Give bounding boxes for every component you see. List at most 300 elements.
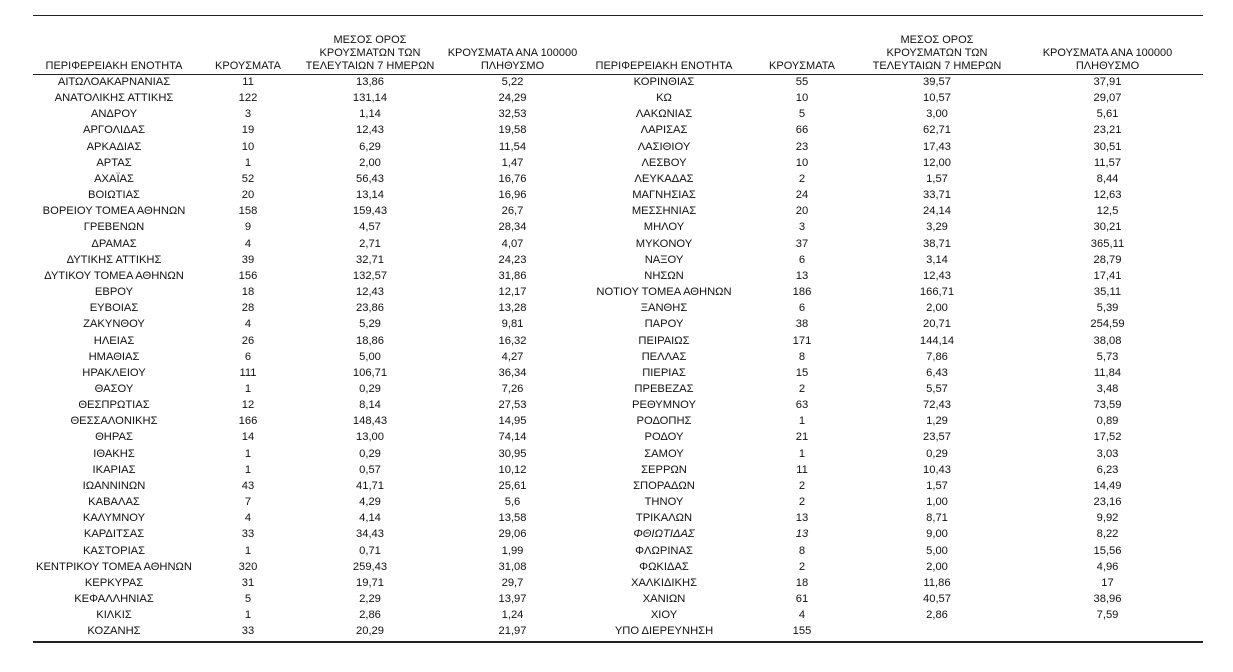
right-per-100k-cell: 5,61 [1096,108,1119,121]
left-region-name-cell: ΒΟΡΕΙΟΥ ΤΟΜΕΑ ΑΘΗΝΩΝ [42,205,186,218]
right-region-name-cell: ΧΑΝΙΩΝ [642,593,686,605]
left-cases-cell: 19 [241,124,255,137]
left-per-100k-cell: 5,22 [501,76,524,88]
right-region-name-cell: ΦΩΚΙΔΑΣ [639,560,689,573]
right-per-100k-cell: 5,73 [1096,350,1119,363]
left-cases-cell: 5 [244,593,252,605]
right-per-100k-cell: 7,59 [1096,609,1119,622]
left-region-name-cell: ΘΑΣΟΥ [94,382,134,395]
left-per-100k-cell: 19,58 [498,124,527,137]
right-region-name-cell: ΝΑΞΟΥ [644,253,684,266]
header-region-right: ΠΕΡΙΦΕΡΕΙΑΚΗ ΕΝΟΤΗΤΑ [595,60,733,72]
table-row [33,381,1203,397]
left-cases-cell: 1 [244,463,252,476]
left-avg-7-days-cell: 12,43 [356,286,384,299]
right-avg-7-days-cell: 38,71 [923,237,951,250]
left-cases-cell: 43 [241,479,255,492]
right-region-name-cell: ΚΟΡΙΝΘΙΑΣ [633,76,695,88]
left-cases-cell: 33 [241,625,255,638]
right-region-name-cell: ΛΑΣΙΘΙΟΥ [637,140,691,153]
right-region-name-cell: ΛΕΥΚΑΔΑΣ [634,172,694,185]
right-per-100k-cell: 0,89 [1096,415,1119,428]
right-avg-7-days-cell: 40,57 [923,593,951,605]
right-region-name-cell: ΠΑΡΟΥ [644,318,684,331]
left-avg-7-days-cell: 5,00 [359,350,381,363]
right-cases-cell: 2 [798,479,806,492]
right-avg-7-days-cell: 1,29 [926,415,948,428]
right-region-name-cell: ΣΠΟΡΑΔΩΝ [633,479,695,492]
left-cases-cell: 52 [241,172,255,185]
right-region-name-cell: ΧΑΛΚΙΔΙΚΗΣ [630,576,697,589]
left-per-100k-cell: 16,96 [498,189,527,202]
table-row [33,139,1203,155]
right-cases-cell: 8 [798,350,806,363]
table-row [33,413,1203,429]
left-avg-7-days-cell: 32,71 [356,253,384,266]
right-avg-7-days-cell: 7,86 [926,350,948,363]
left-cases-cell: 28 [241,302,255,315]
right-cases-cell: 3 [798,221,806,234]
right-avg-7-days-cell: 9,00 [926,528,948,541]
table-row [33,494,1203,510]
right-avg-7-days-cell: 12,43 [923,269,951,282]
right-avg-7-days-cell: 0,29 [926,447,948,460]
right-cases-cell: 13 [795,512,809,525]
right-per-100k-cell: 38,96 [1093,593,1122,605]
left-per-100k-cell: 10,12 [498,463,527,476]
right-region-name-cell: ΛΑΡΙΣΑΣ [640,124,688,137]
left-region-name-cell: ΚΙΛΚΙΣ [96,609,132,622]
left-avg-7-days-cell: 12,43 [356,124,384,137]
right-cases-cell: 2 [798,172,806,185]
right-avg-7-days-cell: 39,57 [923,76,951,88]
right-avg-7-days-cell [862,623,1012,639]
right-region-name-cell: ΠΕΙΡΑΙΩΣ [638,334,690,347]
right-cases-cell: 171 [792,334,812,347]
left-avg-7-days-cell: 5,29 [359,318,381,331]
header-cases-right: ΚΡΟΥΣΜΑΤΑ [769,60,835,72]
bottom-rule [33,641,1203,643]
right-avg-7-days-cell: 62,71 [923,124,951,137]
left-per-100k-cell: 7,26 [501,382,524,395]
right-region-name-cell: ΝΗΣΩΝ [644,269,684,282]
left-region-name-cell: ΔΥΤΙΚΟΥ ΤΟΜΕΑ ΑΘΗΝΩΝ [44,269,184,282]
right-cases-cell: 63 [795,399,809,412]
left-cases-cell: 1 [244,156,252,169]
left-region-name-cell: ΚΑΒΑΛΑΣ [88,496,140,509]
left-region-name-cell: ΘΗΡΑΣ [95,431,133,444]
left-avg-7-days-cell: 4,14 [359,512,381,525]
table-row [33,543,1203,559]
right-region-name-cell: ΞΑΝΘΗΣ [640,302,688,315]
right-cases-cell: 13 [795,269,809,282]
left-per-100k-cell: 24,23 [498,253,527,266]
left-region-name-cell: ΓΡΕΒΕΝΩΝ [83,221,145,234]
left-region-name-cell: ΑΝΑΤΟΛΙΚΗΣ ΑΤΤΙΚΗΣ [54,92,174,105]
right-region-name-cell: ΡΕΘΥΜΝΟΥ [632,399,696,412]
right-per-100k-cell: 15,56 [1093,544,1122,557]
left-avg-7-days-cell: 4,57 [359,221,381,234]
left-avg-7-days-cell: 0,29 [359,382,381,395]
right-per-100k-cell: 29,07 [1093,92,1122,105]
left-region-name-cell: ΑΡΤΑΣ [96,156,132,169]
left-region-name-cell: ΚΑΡΔΙΤΣΑΣ [83,528,145,541]
right-region-name-cell: ΠΡΕΒΕΖΑΣ [634,382,694,395]
table-row [33,559,1203,575]
right-cases-cell: 2 [798,496,806,509]
right-cases-cell: 11 [796,463,808,476]
table-row [33,591,1203,607]
right-region-name-cell: ΦΘΙΩΤΙΔΑΣ [633,528,695,541]
right-avg-7-days-cell: 144,14 [919,334,955,347]
header-region-left: ΠΕΡΙΦΕΡΕΙΑΚΗ ΕΝΟΤΗΤΑ [45,60,183,72]
left-avg-7-days-cell: 41,71 [356,479,384,492]
header-rule [33,74,1203,75]
left-per-100k-cell: 24,29 [498,92,527,105]
left-region-name-cell: ΚΕΡΚΥΡΑΣ [84,576,144,589]
left-avg-7-days-cell: 23,86 [356,302,384,315]
right-avg-7-days-cell: 17,43 [923,140,951,153]
left-region-name-cell: ΗΜΑΘΙΑΣ [88,350,140,363]
right-per-100k-cell: 11,84 [1093,366,1122,379]
left-region-name-cell: ΘΕΣΣΑΛΟΝΙΚΗΣ [70,415,158,428]
left-avg-7-days-cell: 159,43 [352,205,388,218]
right-avg-7-days-cell: 8,71 [926,512,948,525]
right-per-100k-cell: 3,48 [1096,382,1119,395]
right-region-name-cell: ΛΑΚΩΝΙΑΣ [635,108,693,121]
left-cases-cell: 320 [238,560,258,573]
right-avg-7-days-cell: 10,43 [923,463,951,476]
left-per-100k-cell: 16,76 [498,172,527,185]
right-cases-cell: 6 [798,302,806,315]
table-row [33,429,1203,445]
right-cases-cell: 2 [798,560,806,573]
right-cases-cell: 5 [798,108,806,121]
right-region-name-cell: ΠΕΛΛΑΣ [641,350,687,363]
left-region-name-cell: ΑΙΤΩΛΟΑΚΑΡΝΑΝΙΑΣ [57,76,171,88]
left-cases-cell: 4 [244,318,252,331]
left-cases-cell: 156 [238,269,258,282]
left-region-name-cell: ΔΥΤΙΚΗΣ ΑΤΤΙΚΗΣ [66,253,162,266]
left-avg-7-days-cell: 132,57 [352,269,388,282]
left-region-name-cell: ΒΟΙΩΤΙΑΣ [88,189,140,202]
right-per-100k-cell: 254,59 [1090,318,1125,331]
left-cases-cell: 166 [238,415,258,428]
table-row [33,365,1203,381]
left-region-name-cell: ΑΝΔΡΟΥ [90,108,138,121]
right-cases-cell: 8 [798,544,806,557]
left-region-name-cell: ΚΑΛΥΜΝΟΥ [82,512,146,525]
right-region-name-cell: ΣΕΡΡΩΝ [641,463,687,476]
left-cases-cell: 4 [244,237,252,250]
right-region-name-cell: ΧΙΟΥ [650,609,678,622]
left-region-name-cell: ΙΩΑΝΝΙΝΩΝ [82,479,146,492]
left-avg-7-days-cell: 2,00 [359,156,381,169]
right-per-100k-cell: 17,41 [1093,269,1122,282]
left-region-name-cell: ΑΡΓΟΛΙΔΑΣ [82,124,146,137]
left-per-100k-cell: 32,53 [498,108,527,121]
left-avg-7-days-cell: 8,14 [359,399,381,412]
right-cases-cell: 1 [798,447,806,460]
left-avg-7-days-cell: 106,71 [352,366,388,379]
left-per-100k-cell: 4,07 [501,237,524,250]
right-per-100k-cell: 8,44 [1096,172,1119,185]
left-cases-cell: 11 [242,76,254,88]
right-cases-cell: 15 [795,366,809,379]
left-region-name-cell: ΚΕΦΑΛΛΗΝΙΑΣ [74,593,154,605]
right-per-100k-cell: 3,03 [1096,447,1119,460]
left-cases-cell: 26 [241,334,255,347]
left-avg-7-days-cell: 0,29 [359,447,381,460]
right-avg-7-days-cell: 5,57 [926,382,948,395]
left-avg-7-days-cell: 131,14 [352,92,388,105]
header-avg7-right: ΜΕΣΟΣ ΟΡΟΣ ΚΡΟΥΣΜΑΤΩΝ ΤΩΝ ΤΕΛΕΥΤΑΙΩΝ 7 ΗΜΕΡΩΝ [872,34,1002,72]
table-row [33,462,1203,478]
right-per-100k-cell: 5,39 [1096,302,1119,315]
left-cases-cell: 33 [241,528,255,541]
right-cases-cell: 37 [795,237,809,250]
right-per-100k-cell: 17 [1101,576,1114,589]
left-cases-cell: 1 [244,447,252,460]
right-avg-7-days-cell: 1,57 [926,479,948,492]
right-per-100k-cell: 365,11 [1090,237,1125,250]
right-cases-cell: 13 [795,528,809,541]
left-per-100k-cell: 30,95 [498,447,527,460]
header-per100k-left: ΚΡΟΥΣΜΑΤΑ ΑΝΑ 100000 ΠΛΗΘΥΣΜΟ [447,47,578,72]
table-row [33,252,1203,268]
left-avg-7-days-cell: 19,71 [356,576,384,589]
table-row [33,106,1203,122]
left-per-100k-cell: 16,32 [498,334,527,347]
right-per-100k-cell: 38,08 [1093,334,1122,347]
right-cases-cell: 10 [795,156,809,169]
right-avg-7-days-cell: 2,86 [926,609,948,622]
right-avg-7-days-cell: 3,00 [926,108,948,121]
left-avg-7-days-cell: 4,29 [359,496,381,509]
left-region-name-cell: ΚΑΣΤΟΡΙΑΣ [82,544,146,557]
right-region-name-cell: ΥΠΟ ΔΙΕΡΕΥΝΗΣΗ [614,625,714,638]
right-cases-cell: 38 [795,318,809,331]
left-cases-cell: 9 [244,221,252,234]
right-cases-cell: 18 [795,576,809,589]
left-per-100k-cell: 11,54 [498,140,527,153]
right-per-100k-cell: 4,96 [1096,560,1119,573]
right-cases-cell: 55 [795,76,809,88]
right-region-name-cell: ΦΛΩΡΙΝΑΣ [635,544,693,557]
table-body [33,74,1203,639]
table-row [33,333,1203,349]
right-avg-7-days-cell: 24,14 [923,205,951,218]
left-per-100k-cell: 28,34 [498,221,527,234]
right-cases-cell: 23 [795,140,809,153]
left-avg-7-days-cell: 34,43 [356,528,384,541]
left-per-100k-cell: 29,06 [498,528,527,541]
right-per-100k-cell: 17,52 [1093,431,1122,444]
right-avg-7-days-cell: 12,00 [923,156,951,169]
right-cases-cell: 20 [795,205,809,218]
table-row [33,203,1203,219]
right-per-100k-cell: 35,11 [1093,286,1122,299]
left-cases-cell: 12 [241,399,255,412]
table-row [33,300,1203,316]
left-per-100k-cell: 1,47 [501,156,524,169]
right-avg-7-days-cell: 6,43 [926,366,948,379]
left-per-100k-cell: 29,7 [501,576,524,589]
left-cases-cell: 6 [244,350,252,363]
right-per-100k-cell: 30,51 [1093,140,1122,153]
right-per-100k-cell: 23,21 [1093,124,1122,137]
left-per-100k-cell: 9,81 [501,318,524,331]
right-per-100k-cell: 12,63 [1093,189,1122,202]
right-per-100k-cell: 14,49 [1093,479,1122,492]
left-region-name-cell: ΗΛΕΙΑΣ [93,334,135,347]
left-avg-7-days-cell: 13,14 [356,189,384,202]
right-per-100k-cell: 73,59 [1093,399,1122,412]
left-cases-cell: 31 [241,576,255,589]
right-per-100k-cell: 6,23 [1096,463,1119,476]
left-avg-7-days-cell: 18,86 [356,334,384,347]
right-region-name-cell: ΠΙΕΡΙΑΣ [642,366,686,379]
left-per-100k-cell: 1,99 [501,544,524,557]
table-row [33,219,1203,235]
left-region-name-cell: ΙΚΑΡΙΑΣ [92,463,136,476]
left-avg-7-days-cell: 13,00 [356,431,384,444]
left-region-name-cell: ΕΥΒΟΙΑΣ [89,302,139,315]
left-per-100k-cell: 26,7 [501,205,524,218]
right-region-name-cell: ΡΟΔΟΥ [644,431,684,444]
table-row [33,575,1203,591]
table-row [33,236,1203,252]
left-per-100k-cell: 25,61 [498,479,527,492]
left-per-100k-cell: 31,08 [498,560,527,573]
right-avg-7-days-cell: 11,86 [923,576,951,589]
right-cases-cell: 24 [795,189,809,202]
right-avg-7-days-cell: 3,29 [926,221,948,234]
left-per-100k-cell: 12,17 [498,286,527,299]
right-cases-cell: 2 [798,382,806,395]
right-per-100k-cell: 8,22 [1096,528,1119,541]
right-region-name-cell: ΜΗΛΟΥ [643,221,685,234]
right-cases-cell: 1 [798,415,806,428]
left-cases-cell: 18 [241,286,255,299]
right-region-name-cell: ΜΕΣΣΗΝΙΑΣ [631,205,697,218]
left-region-name-cell: ΚΟΖΑΝΗΣ [87,625,141,638]
right-per-100k-cell [1012,623,1203,639]
right-region-name-cell: ΜΥΚΟΝΟΥ [635,237,693,250]
right-avg-7-days-cell: 23,57 [923,431,951,444]
right-avg-7-days-cell: 10,57 [923,92,951,105]
right-avg-7-days-cell: 2,00 [926,302,948,315]
right-region-name-cell: ΝΟΤΙΟΥ ΤΟΜΕΑ ΑΘΗΝΩΝ [596,286,732,299]
left-region-name-cell: ΔΡΑΜΑΣ [91,237,137,250]
left-avg-7-days-cell: 0,71 [359,544,381,557]
left-cases-cell: 14 [241,431,255,444]
right-avg-7-days-cell: 3,14 [926,253,948,266]
right-avg-7-days-cell: 1,57 [926,172,948,185]
right-cases-cell: 61 [795,593,809,605]
right-avg-7-days-cell: 5,00 [926,544,948,557]
left-per-100k-cell: 5,6 [504,496,521,509]
table-row [33,284,1203,300]
right-per-100k-cell: 28,79 [1093,253,1122,266]
left-per-100k-cell: 36,34 [498,366,527,379]
left-region-name-cell: ΗΡΑΚΛΕΙΟΥ [82,366,146,379]
left-per-100k-cell: 27,53 [498,399,527,412]
right-per-100k-cell: 37,91 [1093,76,1122,88]
table-row [33,526,1203,542]
left-avg-7-days-cell: 2,86 [359,609,381,622]
table-row [33,171,1203,187]
left-region-name-cell: ΑΧΑΪΑΣ [94,172,134,185]
right-per-100k-cell: 11,57 [1093,156,1122,169]
left-avg-7-days-cell: 259,43 [352,560,388,573]
cases-table [33,27,1203,639]
left-avg-7-days-cell: 2,29 [359,593,381,605]
table-row [33,122,1203,138]
left-per-100k-cell: 1,24 [501,609,524,622]
left-avg-7-days-cell: 13,86 [356,76,384,88]
left-cases-cell: 4 [244,512,252,525]
right-cases-cell: 6 [798,253,806,266]
table-row [33,74,1203,90]
left-cases-cell: 158 [238,205,258,218]
table-row [33,90,1203,106]
right-region-name-cell: ΚΩ [656,92,672,105]
left-cases-cell: 7 [244,496,252,509]
right-cases-cell: 186 [792,286,812,299]
right-avg-7-days-cell: 2,00 [926,560,948,573]
left-region-name-cell: ΖΑΚΥΝΘΟΥ [83,318,145,331]
header-cases-left: ΚΡΟΥΣΜΑΤΑ [215,60,281,72]
left-avg-7-days-cell: 148,43 [352,415,388,428]
right-avg-7-days-cell: 72,43 [923,399,951,412]
table-row [33,478,1203,494]
left-per-100k-cell: 13,97 [498,593,527,605]
table-row [33,397,1203,413]
left-avg-7-days-cell: 56,43 [356,172,384,185]
right-avg-7-days-cell: 1,00 [926,496,948,509]
left-region-name-cell: ΙΘΑΚΗΣ [93,447,135,460]
right-region-name-cell: ΣΑΜΟΥ [644,447,684,460]
left-per-100k-cell: 14,95 [498,415,527,428]
left-cases-cell: 20 [241,189,255,202]
left-avg-7-days-cell: 2,71 [359,237,381,250]
left-avg-7-days-cell: 0,57 [359,463,381,476]
right-cases-cell: 4 [798,609,806,622]
left-cases-cell: 39 [241,253,255,266]
table-row [33,187,1203,203]
right-avg-7-days-cell: 20,71 [923,318,951,331]
table-header-row [33,27,1203,74]
left-cases-cell: 1 [244,544,252,557]
right-per-100k-cell: 30,21 [1093,221,1122,234]
left-per-100k-cell: 74,14 [498,431,527,444]
left-region-name-cell: ΑΡΚΑΔΙΑΣ [86,140,142,153]
left-per-100k-cell: 13,58 [498,512,527,525]
right-region-name-cell: ΡΟΔΟΠΗΣ [636,415,692,428]
left-avg-7-days-cell: 6,29 [359,140,381,153]
table-row [33,316,1203,332]
left-avg-7-days-cell: 1,14 [359,108,381,121]
left-cases-cell: 111 [239,366,257,379]
top-rule [33,15,1203,16]
right-cases-cell: 10 [795,92,809,105]
right-per-100k-cell: 9,92 [1096,512,1119,525]
left-cases-cell: 1 [244,382,252,395]
left-avg-7-days-cell: 20,29 [356,625,384,638]
left-region-name-cell: ΘΕΣΠΡΩΤΙΑΣ [78,399,150,412]
table-row [33,155,1203,171]
